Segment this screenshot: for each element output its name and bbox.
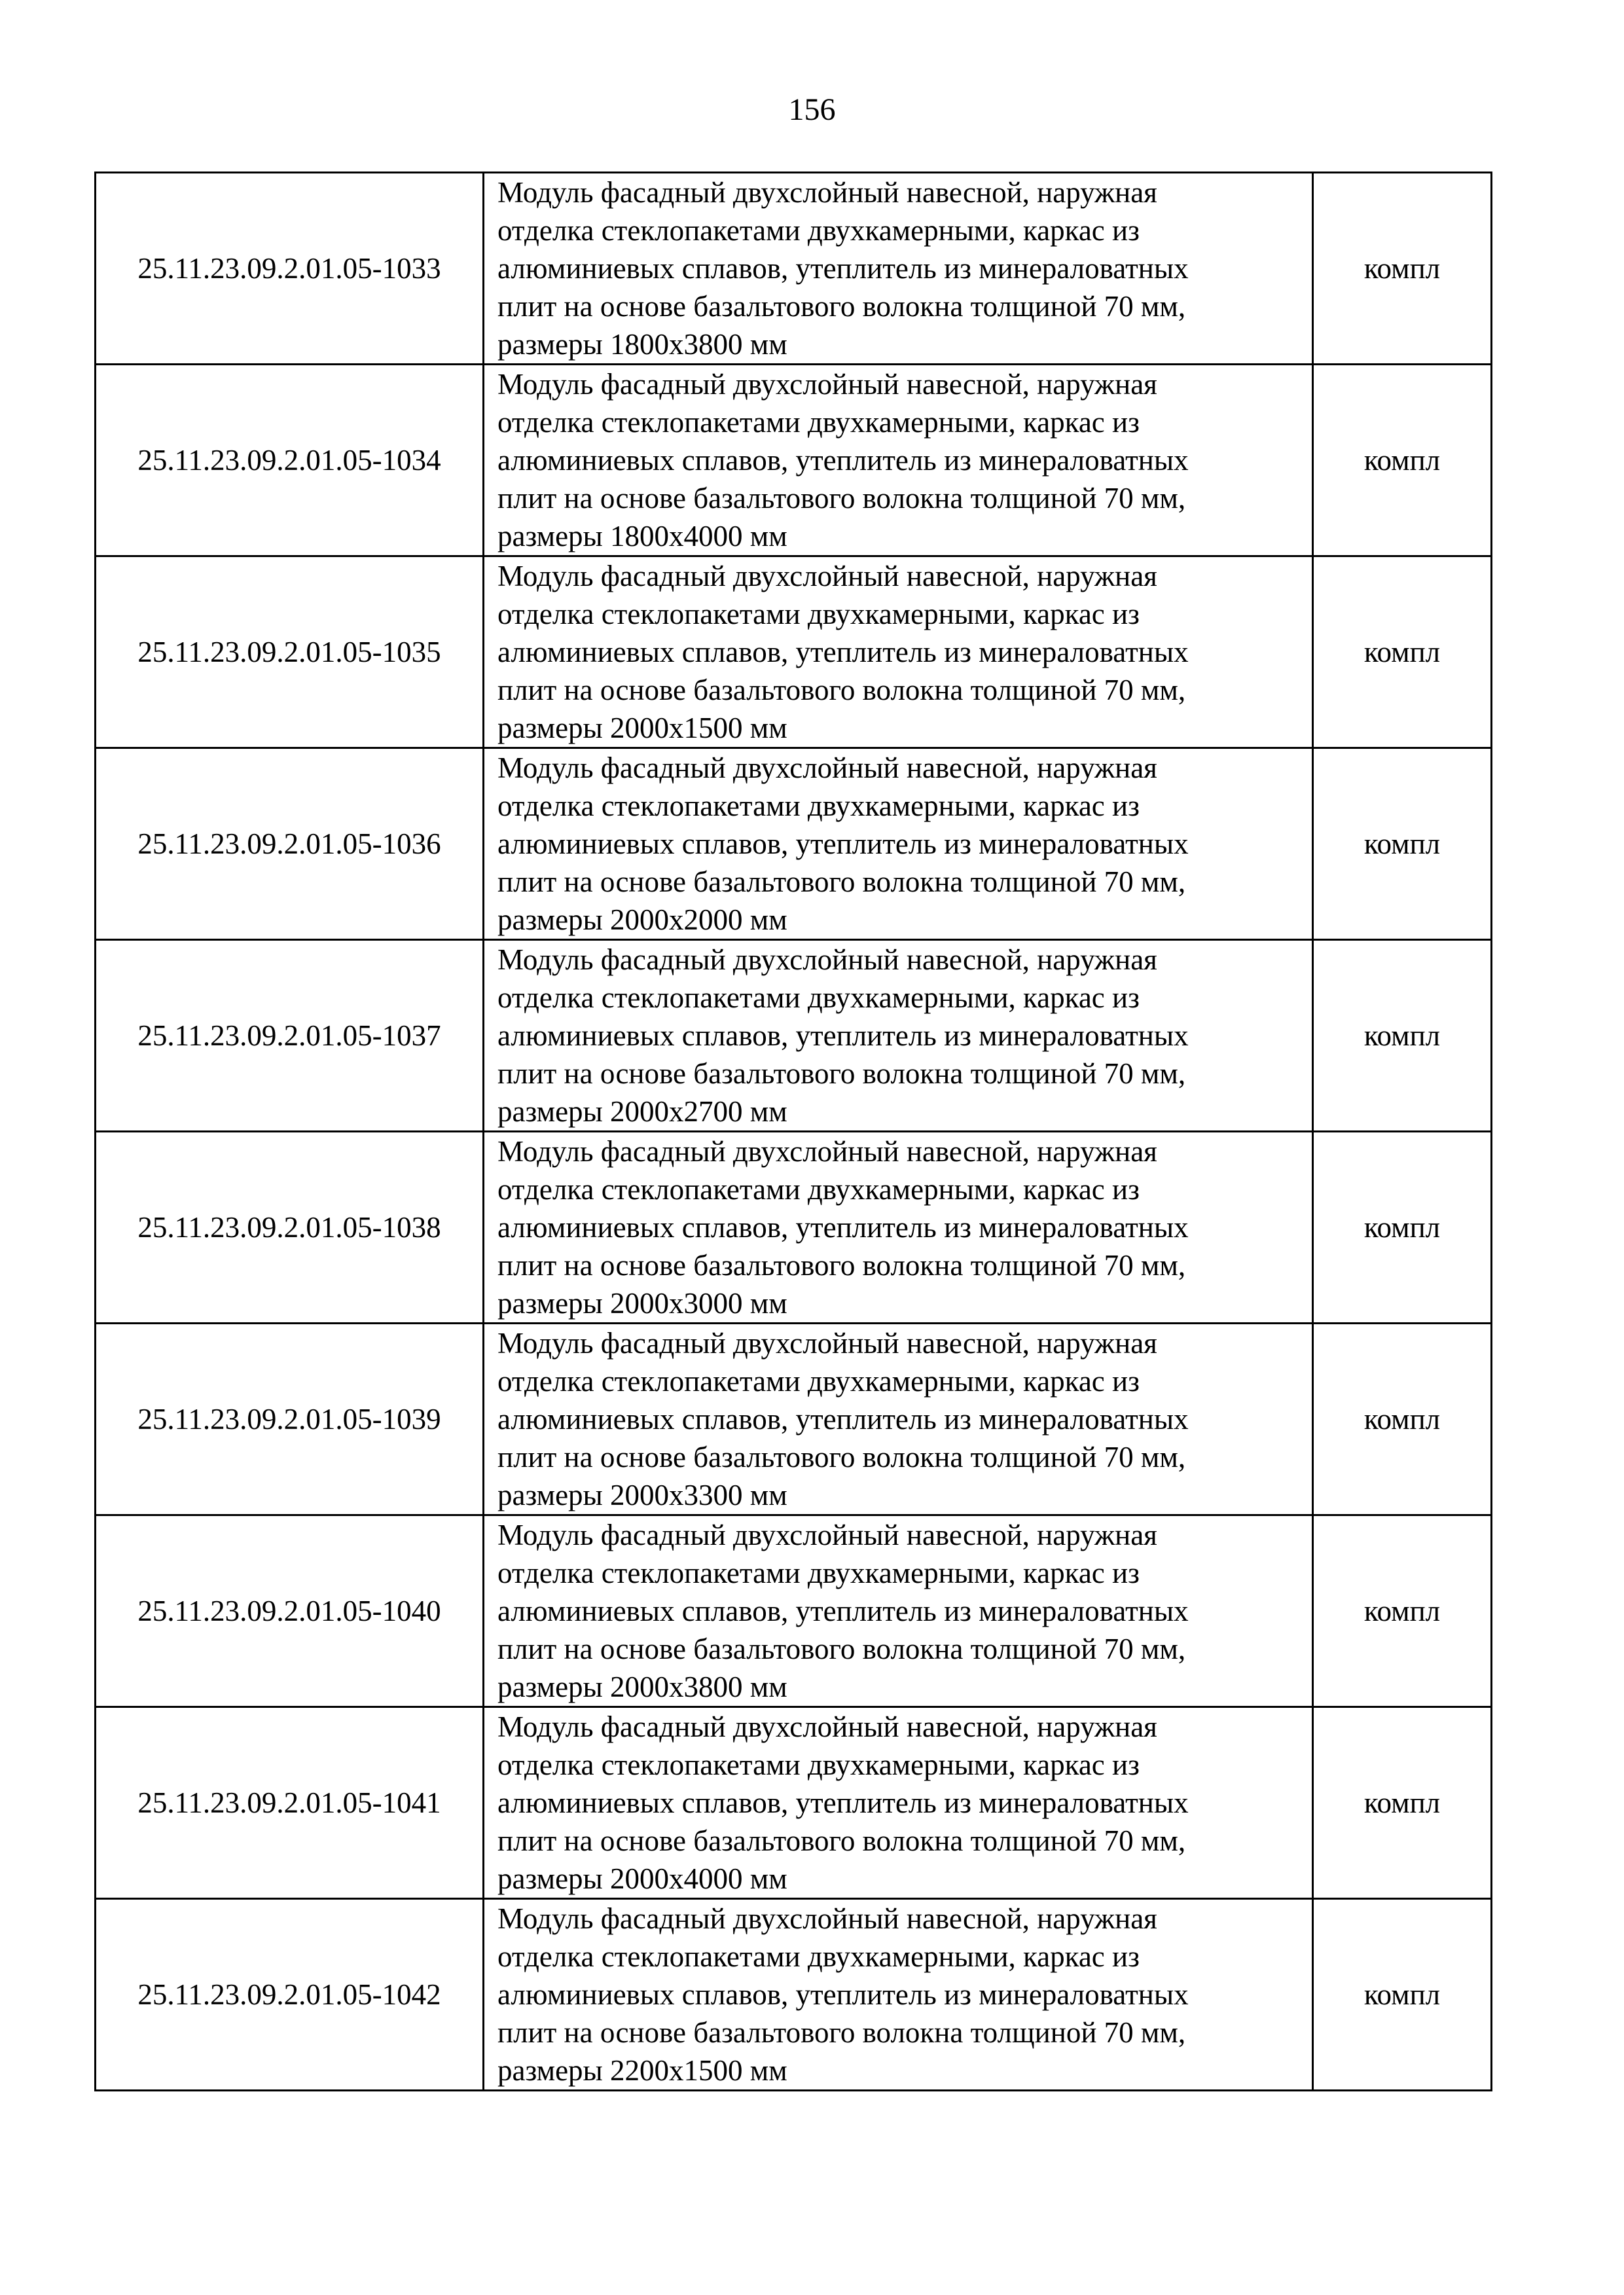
description-line: размеры 2000х3800 мм — [497, 1671, 787, 1703]
table-row — [96, 173, 1492, 365]
description-line: алюминиевых сплавов, утеплитель из минераловатных — [497, 1786, 1189, 1819]
resource-code-cell: 25.11.23.09.2.01.05-1040 — [96, 1515, 484, 1707]
description-line: алюминиевых сплавов, утеплитель из минераловатных — [497, 444, 1189, 477]
description-line: отделка стеклопакетами двухкамерными, каркас из — [497, 1365, 1140, 1398]
table-row — [96, 1324, 1492, 1515]
resource-code-cell: 25.11.23.09.2.01.05-1037 — [96, 940, 484, 1132]
description-line: плит на основе базальтового волокна толщиной 70 мм, — [497, 865, 1186, 898]
description-line: отделка стеклопакетами двухкамерными, каркас из — [497, 214, 1140, 247]
description-line: размеры 2000х1500 мм — [497, 712, 787, 744]
description-line: размеры 1800х4000 мм — [497, 520, 787, 552]
description-line: Модуль фасадный двухслойный навесной, наружная — [497, 1902, 1157, 1935]
resource-code-cell: 25.11.23.09.2.01.05-1038 — [96, 1132, 484, 1324]
resource-description-cell — [484, 556, 1313, 748]
description-line: отделка стеклопакетами двухкамерными, каркас из — [497, 406, 1140, 439]
resource-description-cell — [484, 365, 1313, 556]
description-line: алюминиевых сплавов, утеплитель из минераловатных — [497, 636, 1189, 668]
description-line: размеры 2000х2000 мм — [497, 903, 787, 936]
description-line: Модуль фасадный двухслойный навесной, наружная — [497, 176, 1157, 209]
table-row — [96, 940, 1492, 1132]
description-line: Модуль фасадный двухслойный навесной, наружная — [497, 1327, 1157, 1360]
description-line: размеры 2000х3000 мм — [497, 1287, 787, 1320]
description-line: алюминиевых сплавов, утеплитель из минераловатных — [497, 1211, 1189, 1244]
resource-description-cell — [484, 1707, 1313, 1899]
description-line: отделка стеклопакетами двухкамерными, каркас из — [497, 1748, 1140, 1781]
description-line: плит на основе базальтового волокна толщиной 70 мм, — [497, 1057, 1186, 1090]
table-row — [96, 748, 1492, 940]
resource-description-cell — [484, 1515, 1313, 1707]
description-line: Модуль фасадный двухслойный навесной, наружная — [497, 368, 1157, 401]
description-line: отделка стеклопакетами двухкамерными, каркас из — [497, 1557, 1140, 1589]
table-row — [96, 1899, 1492, 2091]
description-line: плит на основе базальтового волокна толщиной 70 мм, — [497, 1824, 1186, 1857]
description-line: плит на основе базальтового волокна толщиной 70 мм, — [497, 2016, 1186, 2049]
description-line: плит на основе базальтового волокна толщиной 70 мм, — [497, 674, 1186, 706]
resource-description-cell — [484, 940, 1313, 1132]
description-line: алюминиевых сплавов, утеплитель из минераловатных — [497, 827, 1189, 860]
table-row — [96, 1707, 1492, 1899]
page-number: 156 — [788, 92, 836, 127]
table-body — [96, 173, 1492, 2091]
resource-code-cell: 25.11.23.09.2.01.05-1035 — [96, 556, 484, 748]
description-line: алюминиевых сплавов, утеплитель из минераловатных — [497, 1019, 1189, 1052]
description-line: размеры 2000х2700 мм — [497, 1095, 787, 1128]
table-row — [96, 556, 1492, 748]
description-line: отделка стеклопакетами двухкамерными, каркас из — [497, 598, 1140, 630]
table-row — [96, 1132, 1492, 1324]
description-line: плит на основе базальтового волокна толщиной 70 мм, — [497, 1441, 1186, 1473]
description-line: отделка стеклопакетами двухкамерными, каркас из — [497, 1173, 1140, 1206]
description-line: отделка стеклопакетами двухкамерными, каркас из — [497, 789, 1140, 822]
resource-code-cell: 25.11.23.09.2.01.05-1042 — [96, 1899, 484, 2091]
unit-cell: компл — [1313, 1132, 1492, 1324]
resource-code-cell: 25.11.23.09.2.01.05-1041 — [96, 1707, 484, 1899]
description-line: Модуль фасадный двухслойный навесной, наружная — [497, 751, 1157, 784]
resource-description-cell — [484, 748, 1313, 940]
description-line: размеры 2000х4000 мм — [497, 1862, 787, 1895]
unit-cell: компл — [1313, 1899, 1492, 2091]
unit-cell: компл — [1313, 940, 1492, 1132]
resource-code-cell: 25.11.23.09.2.01.05-1039 — [96, 1324, 484, 1515]
resource-description-cell — [484, 1899, 1313, 2091]
resource-code-cell: 25.11.23.09.2.01.05-1033 — [96, 173, 484, 365]
resource-description-cell — [484, 1324, 1313, 1515]
unit-cell: компл — [1313, 748, 1492, 940]
resource-table — [94, 172, 1492, 2091]
description-line: Модуль фасадный двухслойный навесной, наружная — [497, 1710, 1157, 1743]
description-line: плит на основе базальтового волокна толщиной 70 мм, — [497, 1633, 1186, 1665]
description-line: отделка стеклопакетами двухкамерными, каркас из — [497, 1940, 1140, 1973]
description-line: плит на основе базальтового волокна толщиной 70 мм, — [497, 482, 1186, 515]
unit-cell: компл — [1313, 556, 1492, 748]
resource-code-cell: 25.11.23.09.2.01.05-1036 — [96, 748, 484, 940]
description-line: плит на основе базальтового волокна толщиной 70 мм, — [497, 1249, 1186, 1282]
description-line: размеры 2000х3300 мм — [497, 1479, 787, 1511]
table-row — [96, 365, 1492, 556]
description-line: размеры 1800х3800 мм — [497, 328, 787, 361]
table-row — [96, 1515, 1492, 1707]
unit-cell: компл — [1313, 1707, 1492, 1899]
description-line: Модуль фасадный двухслойный навесной, наружная — [497, 943, 1157, 976]
description-line: алюминиевых сплавов, утеплитель из минераловатных — [497, 1978, 1189, 2011]
description-line: размеры 2200х1500 мм — [497, 2054, 787, 2087]
unit-cell: компл — [1313, 1324, 1492, 1515]
resource-description-cell — [484, 173, 1313, 365]
description-line: алюминиевых сплавов, утеплитель из минераловатных — [497, 1403, 1189, 1436]
description-line: Модуль фасадный двухслойный навесной, наружная — [497, 560, 1157, 592]
description-line: плит на основе базальтового волокна толщиной 70 мм, — [497, 290, 1186, 323]
description-line: Модуль фасадный двухслойный навесной, наружная — [497, 1519, 1157, 1551]
description-line: отделка стеклопакетами двухкамерными, каркас из — [497, 981, 1140, 1014]
description-line: алюминиевых сплавов, утеплитель из минераловатных — [497, 1595, 1189, 1627]
unit-cell: компл — [1313, 173, 1492, 365]
unit-cell: компл — [1313, 1515, 1492, 1707]
description-line: алюминиевых сплавов, утеплитель из минераловатных — [497, 252, 1189, 285]
description-line: Модуль фасадный двухслойный навесной, наружная — [497, 1135, 1157, 1168]
resource-code-cell: 25.11.23.09.2.01.05-1034 — [96, 365, 484, 556]
resource-description-cell — [484, 1132, 1313, 1324]
unit-cell: компл — [1313, 365, 1492, 556]
